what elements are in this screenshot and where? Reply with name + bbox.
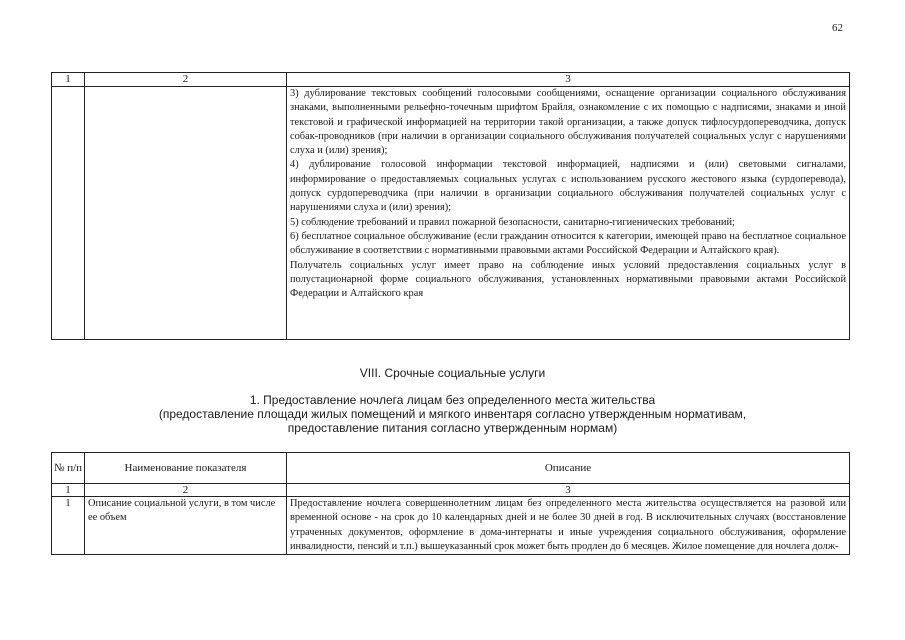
continuation-table: [51, 72, 850, 340]
row-description: Предоставление ночлега совершеннолетним лицам без определенного места жительства осуществляется на разовой или временной основе - на срок до 10 календарных дней и не более 30 дней в год. В исключительных случаях (восстановление утраченных документов, оформление в дома-интернаты и иные учреждения социального обслуживания, оформление инвалидности, пенсий и т.п.) вышеуказанный срок может быть продлен до 6 месяцев. Жилое помещение для ночлега долж-: [287, 497, 850, 555]
column-number-cell: 3: [287, 73, 850, 87]
table-row: [52, 497, 850, 555]
page-number: 62: [832, 22, 843, 34]
column-number-cell: 1: [52, 73, 85, 87]
header-row: [52, 453, 850, 484]
section-title: VIII. Срочные социальные услуги: [359, 366, 546, 380]
subsection-line: 1. Предоставление ночлега лицам без определенного места жительства: [249, 393, 656, 407]
column-number-cell: 2: [85, 484, 287, 497]
service-table: [51, 452, 850, 555]
row-indicator-name: Описание социальной услуги, в том числе ее объем: [85, 497, 287, 555]
empty-cell: [85, 87, 287, 340]
row-number: 1: [52, 497, 85, 555]
subsection-line: (предоставление площади жилых помещений и мягкого инвентаря согласно утвержденным нормативам,: [158, 407, 747, 421]
conditions-list-cell: [287, 87, 850, 340]
subsection-line: предоставление питания согласно утвержденным нормам): [287, 421, 618, 435]
subsection-title: [0, 393, 905, 435]
list-item: 4) дублирование голосовой информации текстовой информацией, надписями и (или) световыми сигналами, информирование о предоставляемых социальных услугах с использованием русского жестового языка (сурдоперевода), допуск сурдопереводчика (при наличии в организации социального обслуживания получателей социальных услуг с нарушениями слуха и (или) зрения);: [290, 159, 846, 214]
list-item: 5) соблюдение требований и правил пожарной безопасности, санитарно-гигиенических требований;: [290, 216, 735, 228]
list-item: 6) бесплатное социальное обслуживание (если гражданин относится к категории, имеющей право на бесплатное социальное обслуживание в соответствии с нормативными правовыми актами Российской Федерации и Алтайского края).: [290, 230, 846, 257]
header-desc: Описание: [287, 453, 850, 484]
empty-cell: [52, 87, 85, 340]
list-item: 3) дублирование текстовых сообщений голосовыми сообщениями, оснащение организации социального обслуживания знаками, выполненными рельефно-точечным шрифтом Брайля, ознакомление с их помощью с надписями, знаками и иной текстовой и графической информацией на территории такой организации, а также допуск тифлосурдопереводчика, допуск собак-проводников (при наличии в организации социального обслуживания получателей социальных услуг с нарушениями слуха и (или) зрения);: [290, 88, 846, 157]
column-number-row: [52, 73, 850, 87]
column-number-cell: 3: [287, 484, 850, 497]
column-number-row: [52, 484, 850, 497]
column-number-cell: 1: [52, 484, 85, 497]
column-number-cell: 2: [85, 73, 287, 87]
continuation-row: [52, 87, 850, 340]
header-num: № п/п: [52, 453, 85, 484]
list-item: Получатель социальных услуг имеет право на соблюдение иных условий предоставления социальных услуг в полустационарной форме социального обслуживания, установленных нормативными правовыми актами Российской Федерации и Алтайского края: [290, 259, 846, 300]
header-name: Наименование показателя: [85, 453, 287, 484]
